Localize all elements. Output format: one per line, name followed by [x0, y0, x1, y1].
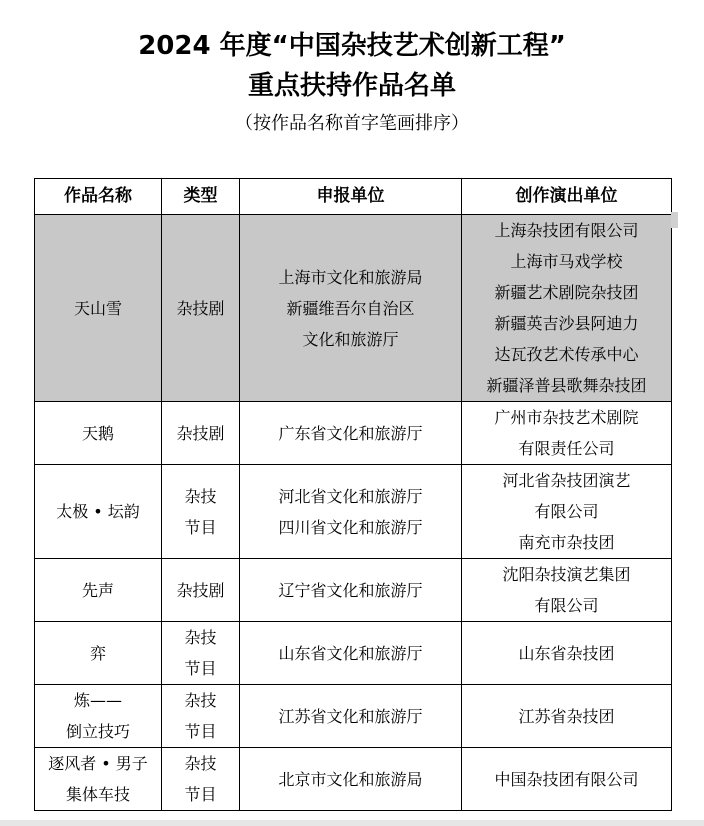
work-type: 杂技	[184, 691, 217, 710]
work-name-cell	[35, 559, 162, 622]
applicant-line: 新疆维吾尔自治区	[286, 298, 415, 318]
work-name: 炼——	[73, 691, 122, 710]
work-name: 集体车技	[65, 785, 130, 804]
work-type-cell	[162, 402, 240, 465]
work-type: 杂技	[184, 486, 217, 506]
table-row[interactable]	[35, 215, 672, 402]
work-name-cell	[35, 215, 162, 402]
work-type: 杂技剧	[176, 423, 225, 443]
performer-cell	[462, 559, 672, 622]
applicant-cell	[240, 559, 462, 622]
applicant-line: 北京市文化和旅游局	[278, 769, 423, 789]
performer-line: 达瓦孜艺术传承中心	[494, 345, 639, 364]
page-subtitle: （按作品名称首字笔画排序）	[235, 113, 469, 134]
performer-cell	[462, 215, 672, 402]
work-name-cell	[35, 465, 162, 559]
performer-cell	[462, 685, 672, 748]
applicant-cell	[240, 215, 462, 402]
performer-line: 上海杂技团有限公司	[494, 221, 639, 240]
work-name-cell	[35, 685, 162, 748]
applicant-cell	[240, 465, 462, 559]
performer-line: 新疆泽普县歌舞杂技团	[486, 376, 647, 395]
work-type-cell	[162, 465, 240, 559]
work-type: 节目	[184, 785, 217, 804]
table-row[interactable]	[35, 622, 672, 685]
performer-line: 中国杂技团有限公司	[494, 769, 639, 789]
work-name: 逐风者 • 男子	[48, 754, 148, 773]
performer-line: 有限责任公司	[518, 439, 615, 458]
work-type-cell	[162, 748, 240, 811]
performer-line: 有限公司	[534, 502, 599, 521]
scrollbar-thumb[interactable]	[671, 212, 678, 228]
work-type-cell	[162, 215, 240, 402]
performer-line: 上海市马戏学校	[510, 252, 623, 271]
performer-line: 新疆艺术剧院杂技团	[494, 283, 639, 302]
performer-line: 有限公司	[534, 596, 599, 615]
work-name-cell	[35, 748, 162, 811]
work-name-cell	[35, 622, 162, 685]
applicant-cell	[240, 685, 462, 748]
applicant-cell	[240, 402, 462, 465]
performer-line: 南充市杂技团	[518, 533, 615, 552]
page-title-line-2: 重点扶持作品名单	[247, 71, 456, 101]
work-name: 天山雪	[73, 298, 122, 318]
work-type: 节目	[184, 722, 217, 741]
performer-line: 沈阳杂技演艺集团	[502, 565, 631, 584]
table-row[interactable]	[35, 402, 672, 465]
work-type-cell	[162, 622, 240, 685]
column-header-performer: 创作演出单位	[462, 179, 672, 215]
works-table	[34, 178, 672, 811]
applicant-line: 上海市文化和旅游局	[278, 267, 423, 287]
applicant-line: 山东省文化和旅游厅	[278, 643, 423, 663]
applicant-cell	[240, 748, 462, 811]
work-name: 太极 • 坛韵	[56, 502, 140, 521]
work-name: 弈	[89, 643, 106, 663]
work-type: 杂技剧	[176, 298, 225, 318]
page-title-line-1: 2024 年度“中国杂技艺术创新工程”	[138, 31, 566, 61]
work-type-cell	[162, 685, 240, 748]
work-type: 节目	[184, 659, 217, 678]
work-name: 倒立技巧	[65, 722, 130, 741]
work-type: 节目	[184, 517, 217, 537]
performer-line: 河北省杂技团演艺	[502, 471, 631, 490]
performer-cell	[462, 622, 672, 685]
performer-cell	[462, 402, 672, 465]
table-row[interactable]	[35, 559, 672, 622]
work-name-cell	[35, 402, 162, 465]
table-row[interactable]	[35, 465, 672, 559]
work-type-cell	[162, 559, 240, 622]
bottom-edge-bar	[0, 820, 704, 826]
performer-cell	[462, 748, 672, 811]
table-row[interactable]	[35, 685, 672, 748]
performer-line: 江苏省杂技团	[518, 706, 615, 726]
performer-line: 广州市杂技艺术剧院	[494, 408, 639, 427]
column-header-applicant: 申报单位	[240, 179, 462, 215]
applicant-line: 四川省文化和旅游厅	[278, 517, 423, 537]
performer-cell	[462, 465, 672, 559]
work-name: 天鹅	[81, 423, 114, 443]
applicant-line: 文化和旅游厅	[302, 329, 399, 349]
table-header-row	[35, 179, 672, 215]
work-type: 杂技	[184, 754, 217, 773]
work-name: 先声	[81, 580, 114, 600]
performer-line: 山东省杂技团	[518, 643, 615, 663]
work-type: 杂技	[184, 628, 217, 647]
applicant-line: 江苏省文化和旅游厅	[278, 706, 423, 726]
table-row[interactable]	[35, 748, 672, 811]
column-header-type: 类型	[162, 179, 240, 215]
applicant-line: 辽宁省文化和旅游厅	[278, 580, 423, 600]
column-header-name: 作品名称	[35, 179, 162, 215]
work-type: 杂技剧	[176, 580, 225, 600]
applicant-cell	[240, 622, 462, 685]
applicant-line: 广东省文化和旅游厅	[278, 423, 423, 443]
applicant-line: 河北省文化和旅游厅	[278, 486, 423, 506]
performer-line: 新疆英吉沙县阿迪力	[494, 314, 639, 333]
